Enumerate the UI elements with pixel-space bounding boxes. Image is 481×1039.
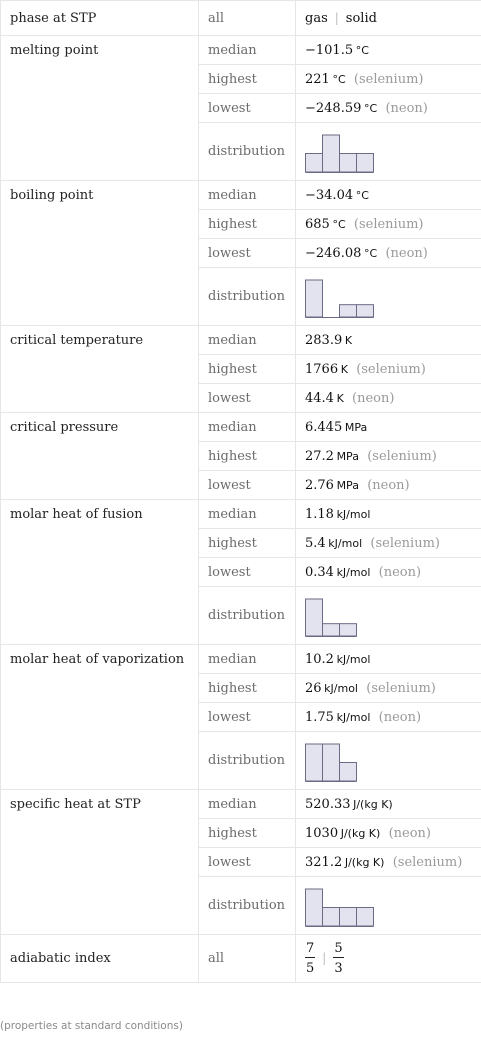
distribution-histogram [305, 736, 385, 786]
stat-unit: MPa [344, 420, 368, 434]
stat-value: 44.4 [305, 390, 334, 406]
stat-label: lowest [199, 94, 296, 123]
stat-label: lowest [199, 471, 296, 500]
stat-value: 26 [305, 680, 322, 696]
distribution-cell [296, 123, 481, 181]
footer-note: (properties at standard conditions) [0, 1020, 183, 1032]
stat-value-cell [296, 790, 481, 819]
stat-label: distribution [199, 587, 296, 645]
stat-label: highest [199, 529, 296, 558]
stat-value-cell [296, 210, 481, 239]
fraction-denominator: 3 [334, 961, 343, 976]
stat-unit: °C [364, 101, 378, 115]
stat-note: (neon) [378, 709, 422, 725]
stat-value: 283.9 [305, 332, 343, 348]
property-name: specific heat at STP [1, 790, 199, 935]
stat-unit: J/(kg K) [353, 797, 393, 811]
stat-unit: K [344, 333, 353, 347]
stat-unit: °C [355, 43, 369, 57]
stat-label: all [199, 935, 296, 983]
histogram-bar [340, 153, 357, 172]
stat-value-cell [296, 326, 481, 355]
separator: | [334, 10, 339, 25]
stat-note: (neon) [385, 100, 428, 116]
stat-label: highest [199, 442, 296, 471]
stat-value-cell [296, 413, 481, 442]
stat-value: −101.5 [305, 42, 354, 58]
stat-unit: MPa [336, 478, 359, 492]
stat-label: median [199, 36, 296, 65]
stat-value-cell [296, 471, 481, 500]
stat-label: median [199, 500, 296, 529]
table-row [1, 413, 481, 442]
stat-note: (neon) [367, 477, 410, 493]
histogram-bar [357, 304, 374, 316]
fraction [305, 941, 315, 976]
stat-unit: kJ/mol [336, 565, 371, 579]
distribution-cell [296, 587, 481, 645]
distribution-cell [296, 268, 481, 326]
stat-value-cell [296, 442, 481, 471]
stat-value-cell [296, 181, 481, 210]
table-row [1, 181, 481, 210]
histogram-bar [357, 153, 374, 172]
stat-unit: J/(kg K) [340, 826, 381, 840]
histogram-bar [323, 135, 340, 172]
property-name: critical pressure [1, 413, 199, 500]
stat-note: (neon) [388, 825, 431, 841]
stat-value: 1766 [305, 361, 339, 377]
distribution-cell [296, 877, 481, 935]
stat-unit: K [336, 391, 344, 405]
fraction-numerator: 5 [334, 941, 343, 956]
stat-value: 321.2 [305, 854, 343, 870]
histogram-bar [306, 153, 323, 172]
stat-note: (neon) [385, 245, 428, 261]
stat-unit: °C [332, 72, 346, 86]
stat-value: 10.2 [305, 651, 334, 667]
stat-value-cell [296, 674, 481, 703]
table-row [1, 790, 481, 819]
stat-label: distribution [199, 268, 296, 326]
stat-unit: °C [332, 217, 346, 231]
histogram-bar [306, 280, 323, 317]
distribution-histogram [305, 272, 385, 322]
histogram-bar [323, 623, 340, 635]
stat-label: lowest [199, 558, 296, 587]
table-row [1, 935, 481, 983]
stat-value: 0.34 [305, 564, 334, 580]
header-scope: all [199, 1, 296, 36]
stat-value: 5.4 [305, 535, 326, 551]
stat-unit: °C [355, 188, 369, 202]
stat-label: median [199, 790, 296, 819]
stat-note: (selenium) [356, 361, 426, 377]
stat-value-cell [296, 703, 481, 732]
stat-value-cell [296, 384, 481, 413]
stat-label: highest [199, 210, 296, 239]
stat-value: 27.2 [305, 448, 334, 464]
stat-label: lowest [199, 239, 296, 268]
stat-value: −248.59 [305, 100, 362, 116]
stat-value-cell [296, 355, 481, 384]
stat-value: −246.08 [305, 245, 362, 261]
distribution-histogram [305, 127, 385, 177]
stat-unit: kJ/mol [336, 507, 371, 521]
histogram-bar [306, 889, 323, 926]
property-name: boiling point [1, 181, 199, 326]
fraction-denominator: 5 [306, 961, 315, 976]
stat-label: highest [199, 819, 296, 848]
stat-note: (selenium) [370, 535, 440, 551]
stat-unit: J/(kg K) [344, 855, 385, 869]
stat-unit: MPa [336, 449, 359, 463]
table-row [1, 326, 481, 355]
stat-label: distribution [199, 123, 296, 181]
stat-label: median [199, 326, 296, 355]
stat-label: lowest [199, 384, 296, 413]
stat-value-cell [296, 848, 481, 877]
stat-note: (neon) [352, 390, 395, 406]
stat-unit: kJ/mol [336, 710, 371, 724]
stat-label: highest [199, 65, 296, 94]
histogram-bar [357, 907, 374, 926]
stat-note: (selenium) [353, 71, 424, 87]
property-name: critical temperature [1, 326, 199, 413]
phase-solid: solid [345, 10, 377, 26]
stat-label: lowest [199, 848, 296, 877]
fraction [333, 941, 343, 976]
stat-unit: K [340, 362, 348, 376]
stat-note: (selenium) [392, 854, 463, 870]
stat-label: median [199, 413, 296, 442]
histogram-bar [340, 907, 357, 926]
stat-note: (selenium) [353, 216, 424, 232]
histogram-bar [323, 744, 340, 781]
histogram-bar [340, 762, 357, 781]
stat-label: distribution [199, 877, 296, 935]
stat-label: distribution [199, 732, 296, 790]
stat-label: highest [199, 674, 296, 703]
property-name: molar heat of vaporization [1, 645, 199, 790]
property-name: melting point [1, 36, 199, 181]
histogram-bar [340, 304, 357, 316]
histogram-bar [340, 623, 357, 635]
stat-value: 685 [305, 216, 330, 232]
distribution-histogram [305, 591, 385, 641]
stat-label: median [199, 181, 296, 210]
stat-value: 1.75 [305, 709, 334, 725]
table-row [1, 36, 481, 65]
stat-note: (selenium) [367, 448, 437, 464]
histogram-bar [306, 599, 323, 636]
stat-value-cell [296, 935, 481, 983]
stat-value: 1030 [305, 825, 339, 841]
stat-value: −34.04 [305, 187, 354, 203]
table-row [1, 645, 481, 674]
stat-value-cell [296, 529, 481, 558]
distribution-histogram [305, 881, 385, 931]
fraction-numerator: 7 [306, 941, 315, 956]
property-name: molar heat of fusion [1, 500, 199, 645]
stat-value: 221 [305, 71, 330, 87]
stat-note: (selenium) [366, 680, 436, 696]
stat-unit: kJ/mol [324, 681, 358, 695]
stat-value-cell [296, 819, 481, 848]
stat-value-cell [296, 239, 481, 268]
stat-value: 1.18 [305, 506, 334, 522]
stat-note: (neon) [378, 564, 422, 580]
stat-label: highest [199, 355, 296, 384]
stat-label: lowest [199, 703, 296, 732]
stat-unit: kJ/mol [328, 536, 363, 550]
distribution-cell [296, 732, 481, 790]
histogram-bar [323, 907, 340, 926]
stat-value-cell [296, 36, 481, 65]
property-name: adiabatic index [1, 935, 199, 983]
histogram-bar [306, 744, 323, 781]
phase-gas: gas [305, 10, 328, 26]
stat-value-cell [296, 558, 481, 587]
header-property: phase at STP [1, 1, 199, 36]
stat-unit: kJ/mol [336, 652, 371, 666]
stat-value-cell [296, 65, 481, 94]
separator: | [322, 951, 327, 965]
table-row [1, 500, 481, 529]
header-row [1, 1, 481, 36]
stat-value-cell [296, 500, 481, 529]
stat-label: median [199, 645, 296, 674]
stat-unit: °C [364, 246, 378, 260]
stat-value-cell [296, 645, 481, 674]
stat-value: 520.33 [305, 796, 351, 812]
header-values [296, 1, 481, 36]
stat-value: 2.76 [305, 477, 334, 493]
stat-value-cell [296, 94, 481, 123]
stat-value: 6.445 [305, 419, 343, 435]
